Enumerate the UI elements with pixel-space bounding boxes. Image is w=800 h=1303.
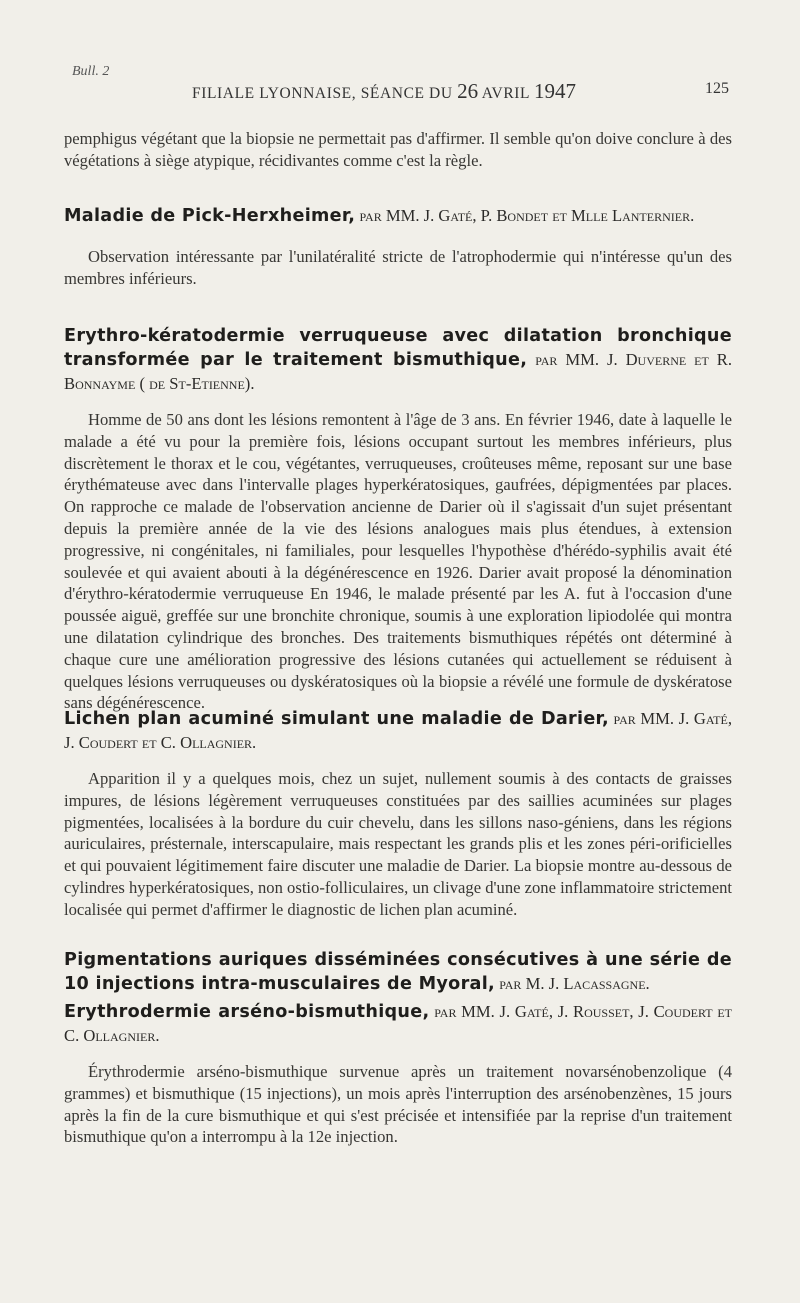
section-authors: par M. J. Lacassagne.: [499, 974, 650, 993]
section-body: Érythrodermie arséno-bismuthique survenue après un traitement novarsénobenzolique (4 grammes) et bismuthique (15 injections), un mois après l'interruption des arsénobenzènes, 15 jours après la fin de la cure bismuthique et qui s'est précisée et intensifiée par la reprise d'un traitement bismuthique qu'on a interrompu à la 12e injection.: [64, 1062, 732, 1147]
session-month: AVRIL: [481, 85, 530, 102]
section-erythrodermie: [64, 1000, 732, 1148]
section-authors: par MM. J. Gaté, J. Coudert et C. Ollagnier.: [64, 709, 732, 752]
running-title: FILIALE LYONNAISE, SÉANCE DU: [192, 85, 453, 102]
section-pick-herxheimer: [64, 204, 732, 290]
section-pigmentations-auriques: [64, 948, 732, 996]
running-head: [192, 79, 612, 104]
section-erythro-keratodermie: [64, 324, 732, 714]
section-authors: par MM. J. Gaté, J. Rousset, J. Coudert et C. Ollagnier.: [64, 1002, 732, 1045]
section-heading: [64, 324, 732, 395]
section-title: Pigmentations auriques disséminées consécutives à une série de 10 injections intra-musculaires de Myoral,: [64, 950, 732, 994]
section-authors: par MM. J. Gaté, P. Bondet et Mlle Lanternier.: [359, 206, 695, 225]
page-number: 125: [705, 80, 729, 97]
volume-label: Bull. 2: [72, 64, 110, 79]
section-body: Homme de 50 ans dont les lésions remontent à l'âge de 3 ans. En février 1946, date à laquelle le malade a été vu pour la première fois, lésions occupant surtout les membres inférieurs, plus discrètement le thorax et le cou, végétantes, verruqueuses, croûteuses même, reposant sur une base érythémateuse avec dans l'intervalle plages hyperkératosiques, gaufrées, dépigmentées par places. On rapproche ce malade de l'observation ancienne de Darier où il s'agissait d'un sujet présentant depuis la première année de la vie des lésions analogues mais plus étendues, à extension progressive, ni congénitales, ni familiales, pour lesquelles l'hypothèse d'hérédo-syphilis avait été soulevée et qui avaient abouti à la dégénérescence en 1926. Darier avait proposé la dénomination d'érythro-kératodermie verruqueuse En 1946, le malade présenté par les A. fut à l'occasion d'une poussée aiguë, greffée sur une bronchite chronique, soumis à une exploration lipiodolée qui montra une dilatation cylindrique des bronches. Des traitements bismuthiques répétés ont déterminé à chaque cure une amélioration progressive des lésions cutanées qui actuellement se réduisent à quelques lésions verruqueuses ou dyskératosiques où la biopsie a révélé une formule de dyskératose sans dégénérescence.: [64, 410, 732, 713]
section-authors: par MM. J. Duverne et R. Bonnayme ( de St-Etienne).: [64, 350, 733, 393]
section-title: Maladie de Pick-Herxheimer,: [64, 206, 356, 226]
section-lichen-plan: [64, 707, 732, 921]
section-body: Observation intéressante par l'unilatéralité stricte de l'atrophodermie qui n'intéresse qu'un des membres inférieurs.: [64, 247, 732, 288]
intro-paragraph: pemphigus végétant que la biopsie ne permettait pas d'affirmer. Il semble qu'on doive conclure à des végétations à siège atypique, récidivantes comme c'est la règle.: [64, 129, 732, 170]
section-heading: [64, 1000, 732, 1047]
session-day: 26: [457, 79, 479, 103]
section-title: Erythro-kératodermie verruqueuse avec dilatation bronchique transformée par le traitement bismuthique,: [64, 326, 732, 370]
intro-block: [64, 128, 732, 172]
section-title: Erythrodermie arséno-bismuthique,: [64, 1002, 430, 1022]
section-heading: [64, 204, 732, 228]
section-heading: [64, 707, 732, 754]
section-body: Apparition il y a quelques mois, chez un sujet, nullement soumis à des contacts de graisses impures, de lésions légèrement verruqueuses constituées par des saillies acuminées sur plages pigmentées, localisées à la bordure du cuir chevelu, dans les sillons naso-géniens, dans les régions auriculaires, présternale, interscapulaire, mais respectant les grands plis et les zones péri-orificielles et qui pouvaient légitimement faire discuter une maladie de Darier. La biopsie montre au-dessous de cylindres hyperkératosiques, non ostio-folliculaires, un clivage d'une zone inflammatoire strictement localisée qui permet d'affirmer le diagnostic de lichen plan acuminé.: [64, 769, 732, 919]
section-heading: [64, 948, 732, 996]
section-title: Lichen plan acuminé simulant une maladie de Darier,: [64, 709, 609, 729]
session-year: 1947: [534, 79, 577, 103]
